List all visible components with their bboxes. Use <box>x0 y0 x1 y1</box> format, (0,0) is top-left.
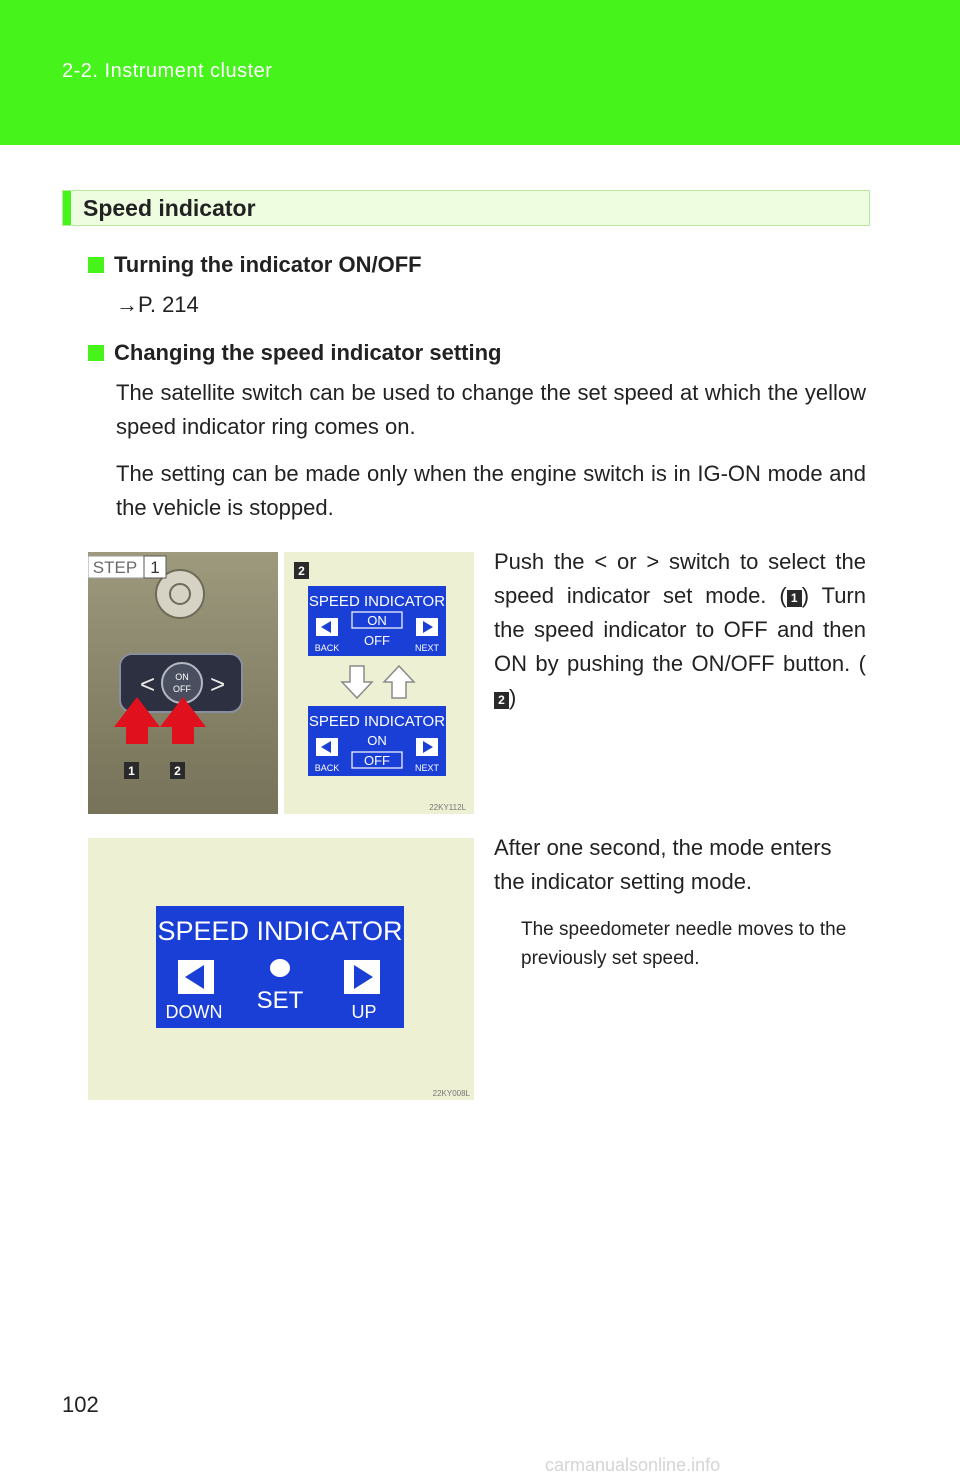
image-code: 22KY112L <box>429 803 466 812</box>
subheading-text: Changing the speed indicator setting <box>114 340 502 365</box>
page-number: 102 <box>62 1392 99 1417</box>
step2-illustration <box>88 838 474 1100</box>
svg-text:ON: ON <box>367 733 387 748</box>
svg-text:UP: UP <box>351 1002 377 1022</box>
right-chevron-icon: > <box>210 669 226 699</box>
step1-instructions: Push the < or > switch to select the speed indicator set mode. ( 1 ) Turn the speed indicator to OFF and then ON by pushing the ON/OFF button. (2 ) <box>494 549 866 710</box>
callout-1-badge: 1 <box>787 590 802 607</box>
switch-on-label: ON <box>175 672 189 682</box>
callout-2-badge: 2 <box>494 692 509 709</box>
section-title-bar <box>62 190 870 226</box>
subheading-changing-setting <box>88 340 501 366</box>
breadcrumb: 2-2. Instrument cluster <box>62 60 273 82</box>
svg-text:NEXT: NEXT <box>414 763 440 773</box>
bullet-square-icon <box>88 345 104 361</box>
svg-text:ON: ON <box>367 613 387 628</box>
step2-instructions: After one second, the mode enters the indicator setting mode. <box>494 835 832 894</box>
svg-text:BACK: BACK <box>314 763 340 773</box>
paragraph-setting-condition: The setting can be made only when the engine switch is in IG-ON mode and the vehicle is stopped. <box>116 461 866 520</box>
svg-text:SPEED INDICATOR: SPEED INDICATOR <box>157 916 403 946</box>
svg-text:1: 1 <box>128 764 135 778</box>
subheading-text: Turning the indicator ON/OFF <box>114 252 422 277</box>
bullet-square-icon <box>88 257 104 273</box>
section-title: Speed indicator <box>83 195 256 221</box>
section-accent <box>63 191 71 225</box>
svg-text:SPEED INDICATOR: SPEED INDICATOR <box>308 713 446 730</box>
left-chevron-icon: < <box>140 669 156 699</box>
svg-text:OFF: OFF <box>364 633 390 648</box>
page-reference-link[interactable]: →P. 214 <box>116 292 199 317</box>
svg-text:2: 2 <box>174 764 181 778</box>
step2-note: The speedometer needle moves to the previously set speed. <box>521 919 847 969</box>
svg-text:2: 2 <box>298 564 305 578</box>
image-code: 22KY008L <box>432 1089 470 1098</box>
lcd-set-dot-icon <box>270 959 290 977</box>
svg-text:NEXT: NEXT <box>414 643 440 653</box>
svg-text:SET: SET <box>256 987 304 1014</box>
svg-text:BACK: BACK <box>314 643 340 653</box>
subheading-turning-indicator <box>88 252 422 278</box>
on-off-button <box>162 663 202 703</box>
switch-off-label: OFF <box>173 684 191 694</box>
watermark: carmanualsonline.info <box>545 1455 721 1475</box>
step1-illustration <box>88 552 474 814</box>
step-word: STEP <box>92 558 138 577</box>
svg-text:SPEED INDICATOR: SPEED INDICATOR <box>308 593 446 610</box>
step-number: 1 <box>150 558 160 577</box>
svg-text:DOWN: DOWN <box>165 1002 223 1022</box>
paragraph-satellite-switch: The satellite switch can be used to change the set speed at which the yellow speed indicator ring comes on. <box>116 380 866 439</box>
page-header <box>0 0 960 145</box>
svg-text:OFF: OFF <box>364 753 390 768</box>
